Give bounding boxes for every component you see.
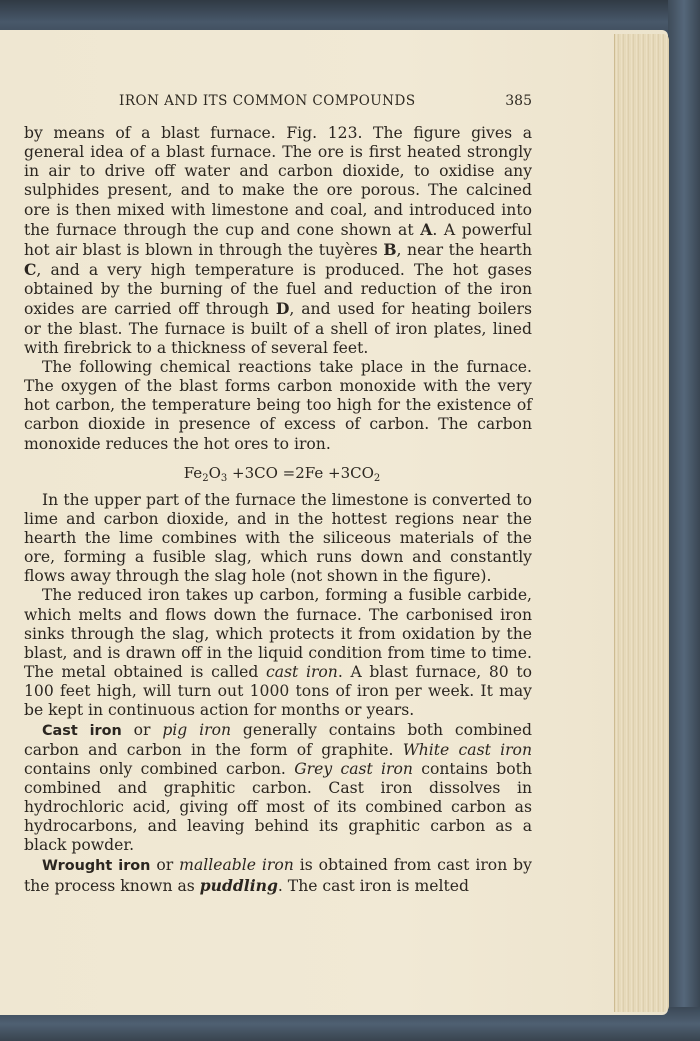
- chemical-equation: $Fe_2O_3 +3CO =2Fe +3CO_2$: [183, 463, 381, 484]
- paragraph-cast-iron: Cast iron or pig iron generally contains both combined carbon and carbon in the form of graphite. White cast iron contains only combined carbon. Grey cast iron contains both combined and graphitic carbon. Cast iron dissolves in hydrochloric acid, giving off most of its combined carbon as hydrocarbons, and leaving behind its graphitic carbon as a black powder.: [24, 720, 533, 855]
- page-edges: [614, 34, 669, 1012]
- paragraph-reactions: The following chemical reactions take place in the furnace. The oxygen of the blast forms carbon monoxide with the very hot carbon, the temperature being too high for the existence of carbon dioxide in presence of excess of carbon. The carbon monoxide reduces the hot ores to iron.: [24, 357, 532, 453]
- term-cast-iron-bold: Cast iron: [42, 722, 122, 739]
- term-grey-cast-iron: Grey cast iron: [294, 759, 413, 778]
- running-head: [24, 93, 532, 113]
- book-cover-right: [668, 0, 700, 1041]
- term-pig-iron: pig iron: [162, 720, 232, 739]
- chapter-title: IRON AND ITS COMMON COMPOUNDS: [119, 93, 416, 109]
- paragraph-cast-iron-production: The reduced iron takes up carbon, forming a fusible carbide, which melts and flows down the furnace. The carbonised iron sinks through the slag, which protects it from oxidation by the blast, and is drawn off in the liquid condition from time to time. The metal obtained is called cast iron. A blast furnace, 80 to 100 feet high, will turn out 1000 tons of iron per week. It may be kept in continuous action for months or years.: [24, 586, 533, 720]
- term-malleable-iron: malleable iron: [179, 855, 294, 874]
- label-a: A: [420, 219, 433, 239]
- label-b: B: [383, 239, 397, 259]
- label-c: C: [24, 260, 37, 280]
- page-number: 385: [505, 93, 532, 109]
- paragraph-wrought-iron: Wrought iron or malleable iron is obtained from cast iron by the process known as puddling. The cast iron is melted: [24, 855, 532, 895]
- paragraph-blast-furnace: by means of a blast furnace. Fig. 123. The figure gives a general idea of a blast furnace. The ore is first heated strongly in air to drive off water and carbon dioxide, to oxidise any sulphides present, and to make the ore porous. The calcined ore is then mixed with limestone and coal, and introduced into the furnace through the cup and cone shown at A. A powerful hot air blast is blown in through the tuyères B, near the hearth C, and a very high temperature is produced. The hot gases obtained by the burning of the fuel and reduction of the iron oxides are carried off through D, and used for heating boilers or the blast. The furnace is built of a shell of iron plates, lined with firebrick to a thickness of several feet.: [24, 124, 532, 357]
- term-white-cast-iron: White cast iron: [402, 740, 532, 759]
- body-text: [24, 124, 532, 896]
- term-wrought-iron: Wrought iron: [42, 857, 151, 874]
- paragraph-slag: In the upper part of the furnace the limestone is converted to lime and carbon dioxide, and in the hottest regions near the hearth the lime combines with the siliceous materials of the ore, forming a fusible slag, which runs down and constantly flows away through the slag hole (not shown in the figure).: [24, 490, 532, 586]
- term-cast-iron: cast iron: [266, 663, 338, 682]
- term-puddling: puddling: [199, 875, 278, 895]
- label-d: D: [275, 299, 290, 319]
